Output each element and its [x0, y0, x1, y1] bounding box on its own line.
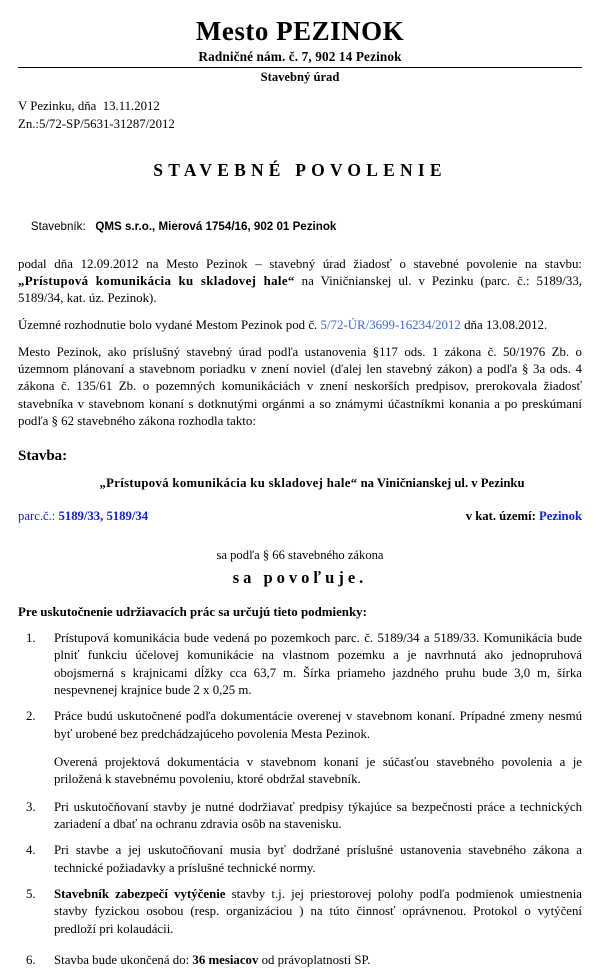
- list-item-number: 5.: [26, 887, 36, 902]
- list-item: [18, 842, 582, 877]
- list-item-text: Prístupová komunikácia bude vedená po pozemkoch parc. č. 5189/34 a 5189/33. Komunikácia bude plniť funkciu účelovej komunikácie na vlastnom pozemku a je navrhnutá ako jednopruhová obojsmerná s krajnicami dĺžky cca 63,7 m. Šírka priameho jazdného pruhu bude 3,0 m, šírka nespevnenej krajnice bude 2 x 0,25 m.: [54, 631, 582, 698]
- parcel-numbers: 5189/33, 5189/34: [58, 509, 149, 524]
- list-item: [18, 952, 582, 969]
- list-item: [18, 799, 582, 834]
- conditions-list-continued: [18, 799, 582, 969]
- application-text-pre: podal dňa 12.09.2012 na Mesto Pezinok – stavebný úrad žiadosť o stavebné povolenie na stavbu:: [18, 256, 582, 271]
- document-title: STAVEBNÉ POVOLENIE: [153, 159, 447, 180]
- law-reference-line: sa podľa § 66 stavebného zákona: [216, 548, 384, 563]
- stavba-name-rest: na Viničnianskej ul. v Pezinku: [357, 476, 525, 491]
- stavba-name-quoted: „Prístupová komunikácia ku skladovej hale“: [99, 476, 358, 491]
- application-text-post: na Viničnianskej ul. v Pezinku (parc. č.: 5189/33, 5189/34, kat. úz. Pezinok).: [18, 273, 582, 306]
- list-item: [18, 886, 582, 938]
- cadastre-value: Pezinok: [539, 509, 582, 524]
- list-item-text-post: od právoplatnosti SP.: [258, 953, 371, 967]
- zoning-decision-paragraph: [18, 317, 582, 334]
- list-item-number: 4.: [26, 843, 36, 858]
- header-divider: [18, 67, 582, 68]
- application-paragraph: [18, 256, 582, 308]
- grant-statement: sa povoľuje.: [232, 568, 368, 588]
- list-item-number: 3.: [26, 799, 36, 814]
- applicant-label: Stavebník:: [30, 219, 86, 233]
- zoning-text-post: dňa 13.08.2012.: [460, 318, 548, 333]
- project-name-quoted: „Prístupová komunikácia ku skladovej hale“: [18, 273, 295, 288]
- conditions-list: [18, 630, 582, 743]
- parcel-label: parc.č.:: [18, 509, 59, 524]
- place-and-date: V Pezinku, dňa 13.11.2012: [18, 99, 160, 114]
- list-item-text: Pri uskutočňovaní stavby je nutné dodržiavať predpisy týkajúce sa bezpečnosti práce a technických zariadení a dbať na ochranu zdravia osôb na stavenisku.: [54, 799, 582, 832]
- legal-basis-paragraph: Mesto Pezinok, ako príslušný stavebný úrad podľa ustanovenia §117 ods. 1 zákona č. 50/1976 Zb. o územnom plánovaní a stavebnom poriadku v znení noviel (ďalej len stavebný zákon) a podľa § 3a ods. 4 zákona č. 135/61 Zb. o pozemných komunikáciách v znení neskorších predpisov, prerokovala žiadosť stavebníka v stavebnom konaní s dotknutými orgánmi a so známymi účastníkmi konania a po preskúmaní podľa § 62 stavebného zákona rozhodla takto:: [18, 344, 582, 428]
- department-name: Stavebný úrad: [260, 70, 340, 85]
- list-item-bold-prefix: Stavebník zabezpečí vytýčenie: [54, 887, 226, 902]
- list-item-bold-duration: 36 mesiacov: [192, 953, 259, 967]
- list-item-text-pre: Stavba bude ukončená do:: [54, 953, 193, 967]
- parcel-cadastre-row: [18, 509, 582, 524]
- zoning-text-pre: Územné rozhodnutie bolo vydané Mestom Pezinok pod č.: [18, 318, 321, 333]
- list-item-number: 1.: [26, 631, 36, 646]
- organization-address: Radničné nám. č. 7, 902 14 Pezinok: [198, 49, 402, 65]
- cadastre-info: [466, 509, 582, 524]
- cadastre-label: v kat. území:: [465, 509, 539, 524]
- organization-title: Mesto PEZINOK: [195, 16, 405, 46]
- applicant-line: [18, 207, 582, 246]
- applicant-value: QMS s.r.o., Mierová 1754/16, 902 01 Pezinok: [95, 219, 337, 233]
- list-item: [18, 708, 582, 743]
- zoning-decision-reference-link[interactable]: 5/72-ÚR/3699-16234/2012: [320, 318, 461, 333]
- document-meta: [18, 97, 582, 133]
- list-item-text: stavby t.j. jej priestorovej polohy podľa podmienok umiestnenia stavby fyzickou osobou (resp. organizáciou ) na túto činnosť oprávnenou. Protokol o vytýčení predloží pri kolaudácii.: [54, 887, 582, 936]
- stavba-heading: Stavba:: [18, 448, 68, 465]
- conditions-heading: Pre uskutočnenie udržiavacích prác sa určujú tieto podmienky:: [18, 605, 367, 620]
- stavba-name-line: [18, 476, 582, 491]
- reference-number: Zn.:5/72-SP/5631-31287/2012: [18, 117, 175, 132]
- list-item: [18, 630, 582, 699]
- list-item-text: Práce budú uskutočnené podľa dokumentácie overenej v stavebnom konaní. Prípadné zmeny nesmú byť urobené bez predchádzajúceho povolenia Mesta Pezinok.: [54, 709, 582, 741]
- list-item-number: 6.: [26, 953, 36, 967]
- list-item-text: Pri stavbe a jej uskutočňovaní musia byť dodržané príslušné ustanovenia stavebného zákona a technické požiadavky a príslušné technické normy.: [54, 843, 582, 875]
- list-item-number: 2.: [26, 709, 36, 724]
- parcel-info: [18, 509, 148, 524]
- project-documentation-paragraph: Overená projektová dokumentácia v stavebnom konaní je súčasťou stavebného povolenia a je priložená k stavebnému povoleniu, ktoré obdržal stavebník.: [54, 755, 582, 787]
